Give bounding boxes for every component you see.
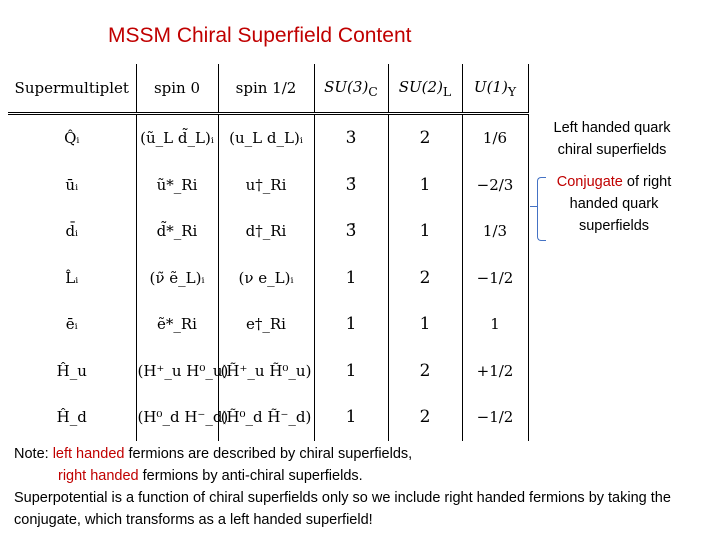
note-prefix: Note: [14, 446, 53, 462]
cell-u1: −1/2 [462, 394, 528, 441]
cell-spin0: ũ*_Ri [136, 162, 218, 209]
page-title: MSSM Chiral Superfield Content [108, 24, 412, 47]
cell-su2: 2 [388, 114, 462, 162]
brace-tick [530, 206, 538, 207]
cell-spin12: (H̃⁺_u H̃⁰_u) [218, 348, 314, 395]
header-u1-text: U(1) [473, 77, 508, 96]
cell-su3: 1 [314, 348, 388, 395]
cell-name: L̂ᵢ [65, 268, 79, 287]
cell-spin12: u†_Ri [218, 162, 314, 209]
table-row [8, 255, 528, 302]
cell-u1: −1/2 [462, 255, 528, 302]
header-su3 [314, 64, 388, 114]
conjugate-label [544, 171, 684, 237]
header-su2-sub: L [442, 83, 452, 99]
cell-su2: 1 [388, 301, 462, 348]
cell-name: Q̂ᵢ [64, 129, 80, 148]
cell-su3: 3 [314, 114, 388, 162]
header-spin0: spin 0 [136, 64, 218, 114]
cell-spin0: (ũ_L d̃_L)ᵢ [136, 114, 218, 162]
cell-spin0: (ν̃ ẽ_L)ᵢ [136, 255, 218, 302]
table-row [8, 162, 528, 209]
cell-spin12: (H̃⁰_d H̃⁻_d) [218, 394, 314, 441]
cell-spin12: (ν e_L)ᵢ [218, 255, 314, 302]
cell-spin12: e†_Ri [218, 301, 314, 348]
header-su2 [388, 64, 462, 114]
note-line-3: Superpotential is a function of chiral superfields only so we include right handed fermions by taking the conjugate, which transforms as a left handed superfield! [14, 490, 671, 528]
cell-name: Ĥ_d [56, 408, 87, 427]
header-su2-text: SU(2) [398, 77, 443, 96]
cell-su2: 2 [388, 255, 462, 302]
cell-name: ūᵢ [65, 175, 79, 194]
cell-name: Ĥ_u [56, 361, 87, 380]
header-spin12: spin 1/2 [218, 64, 314, 114]
cell-name: ēᵢ [65, 315, 78, 334]
cell-su3: 1 [314, 301, 388, 348]
cell-u1: 1 [462, 301, 528, 348]
cell-spin0: (H⁺_u H⁰_u) [136, 348, 218, 395]
cell-spin0: d̃*_Ri [136, 208, 218, 255]
superfield-table [8, 64, 529, 441]
cell-su3: 3̄ [314, 162, 388, 209]
header-su3-text: SU(3) [324, 77, 369, 96]
note-left-handed: left handed [52, 446, 125, 462]
cell-spin12: d†_Ri [218, 208, 314, 255]
table-header-row [8, 64, 528, 114]
cell-spin0: ẽ*_Ri [136, 301, 218, 348]
table-row [8, 301, 528, 348]
cell-su2: 1 [388, 162, 462, 209]
cell-name: d̄ᵢ [65, 222, 79, 241]
note-line2-rest: fermions by anti-chiral superfields. [138, 468, 363, 484]
header-u1-sub: Y [507, 83, 517, 99]
cell-spin0: (H⁰_d H⁻_d) [136, 394, 218, 441]
cell-u1: −2/3 [462, 162, 528, 209]
cell-u1: +1/2 [462, 348, 528, 395]
left-handed-quark-label: Left handed quark chiral superfields [553, 120, 671, 158]
note-block [14, 443, 714, 531]
cell-su3: 1 [314, 394, 388, 441]
header-u1 [462, 64, 528, 114]
note-line-2 [14, 465, 714, 487]
conjugate-rest: of right handed quark superfields [569, 174, 672, 234]
cell-su3: 3̄ [314, 208, 388, 255]
cell-su2: 2 [388, 394, 462, 441]
table-row [8, 208, 528, 255]
header-supermultiplet: Supermultiplet [8, 64, 136, 114]
cell-spin12: (u_L d_L)ᵢ [218, 114, 314, 162]
table-row [8, 348, 528, 395]
cell-su2: 2 [388, 348, 462, 395]
note-right-handed: right handed [58, 468, 139, 484]
note-line1-rest: fermions are described by chiral superfields, [124, 446, 413, 462]
superfield-table-container [8, 64, 528, 428]
table-row [8, 114, 528, 162]
cell-u1: 1/3 [462, 208, 528, 255]
header-su3-sub: C [368, 83, 378, 99]
cell-su3: 1 [314, 255, 388, 302]
conjugate-word: Conjugate [556, 174, 623, 190]
table-row [8, 394, 528, 441]
cell-su2: 1 [388, 208, 462, 255]
cell-u1: 1/6 [462, 114, 528, 162]
note-line-1 [14, 443, 714, 465]
